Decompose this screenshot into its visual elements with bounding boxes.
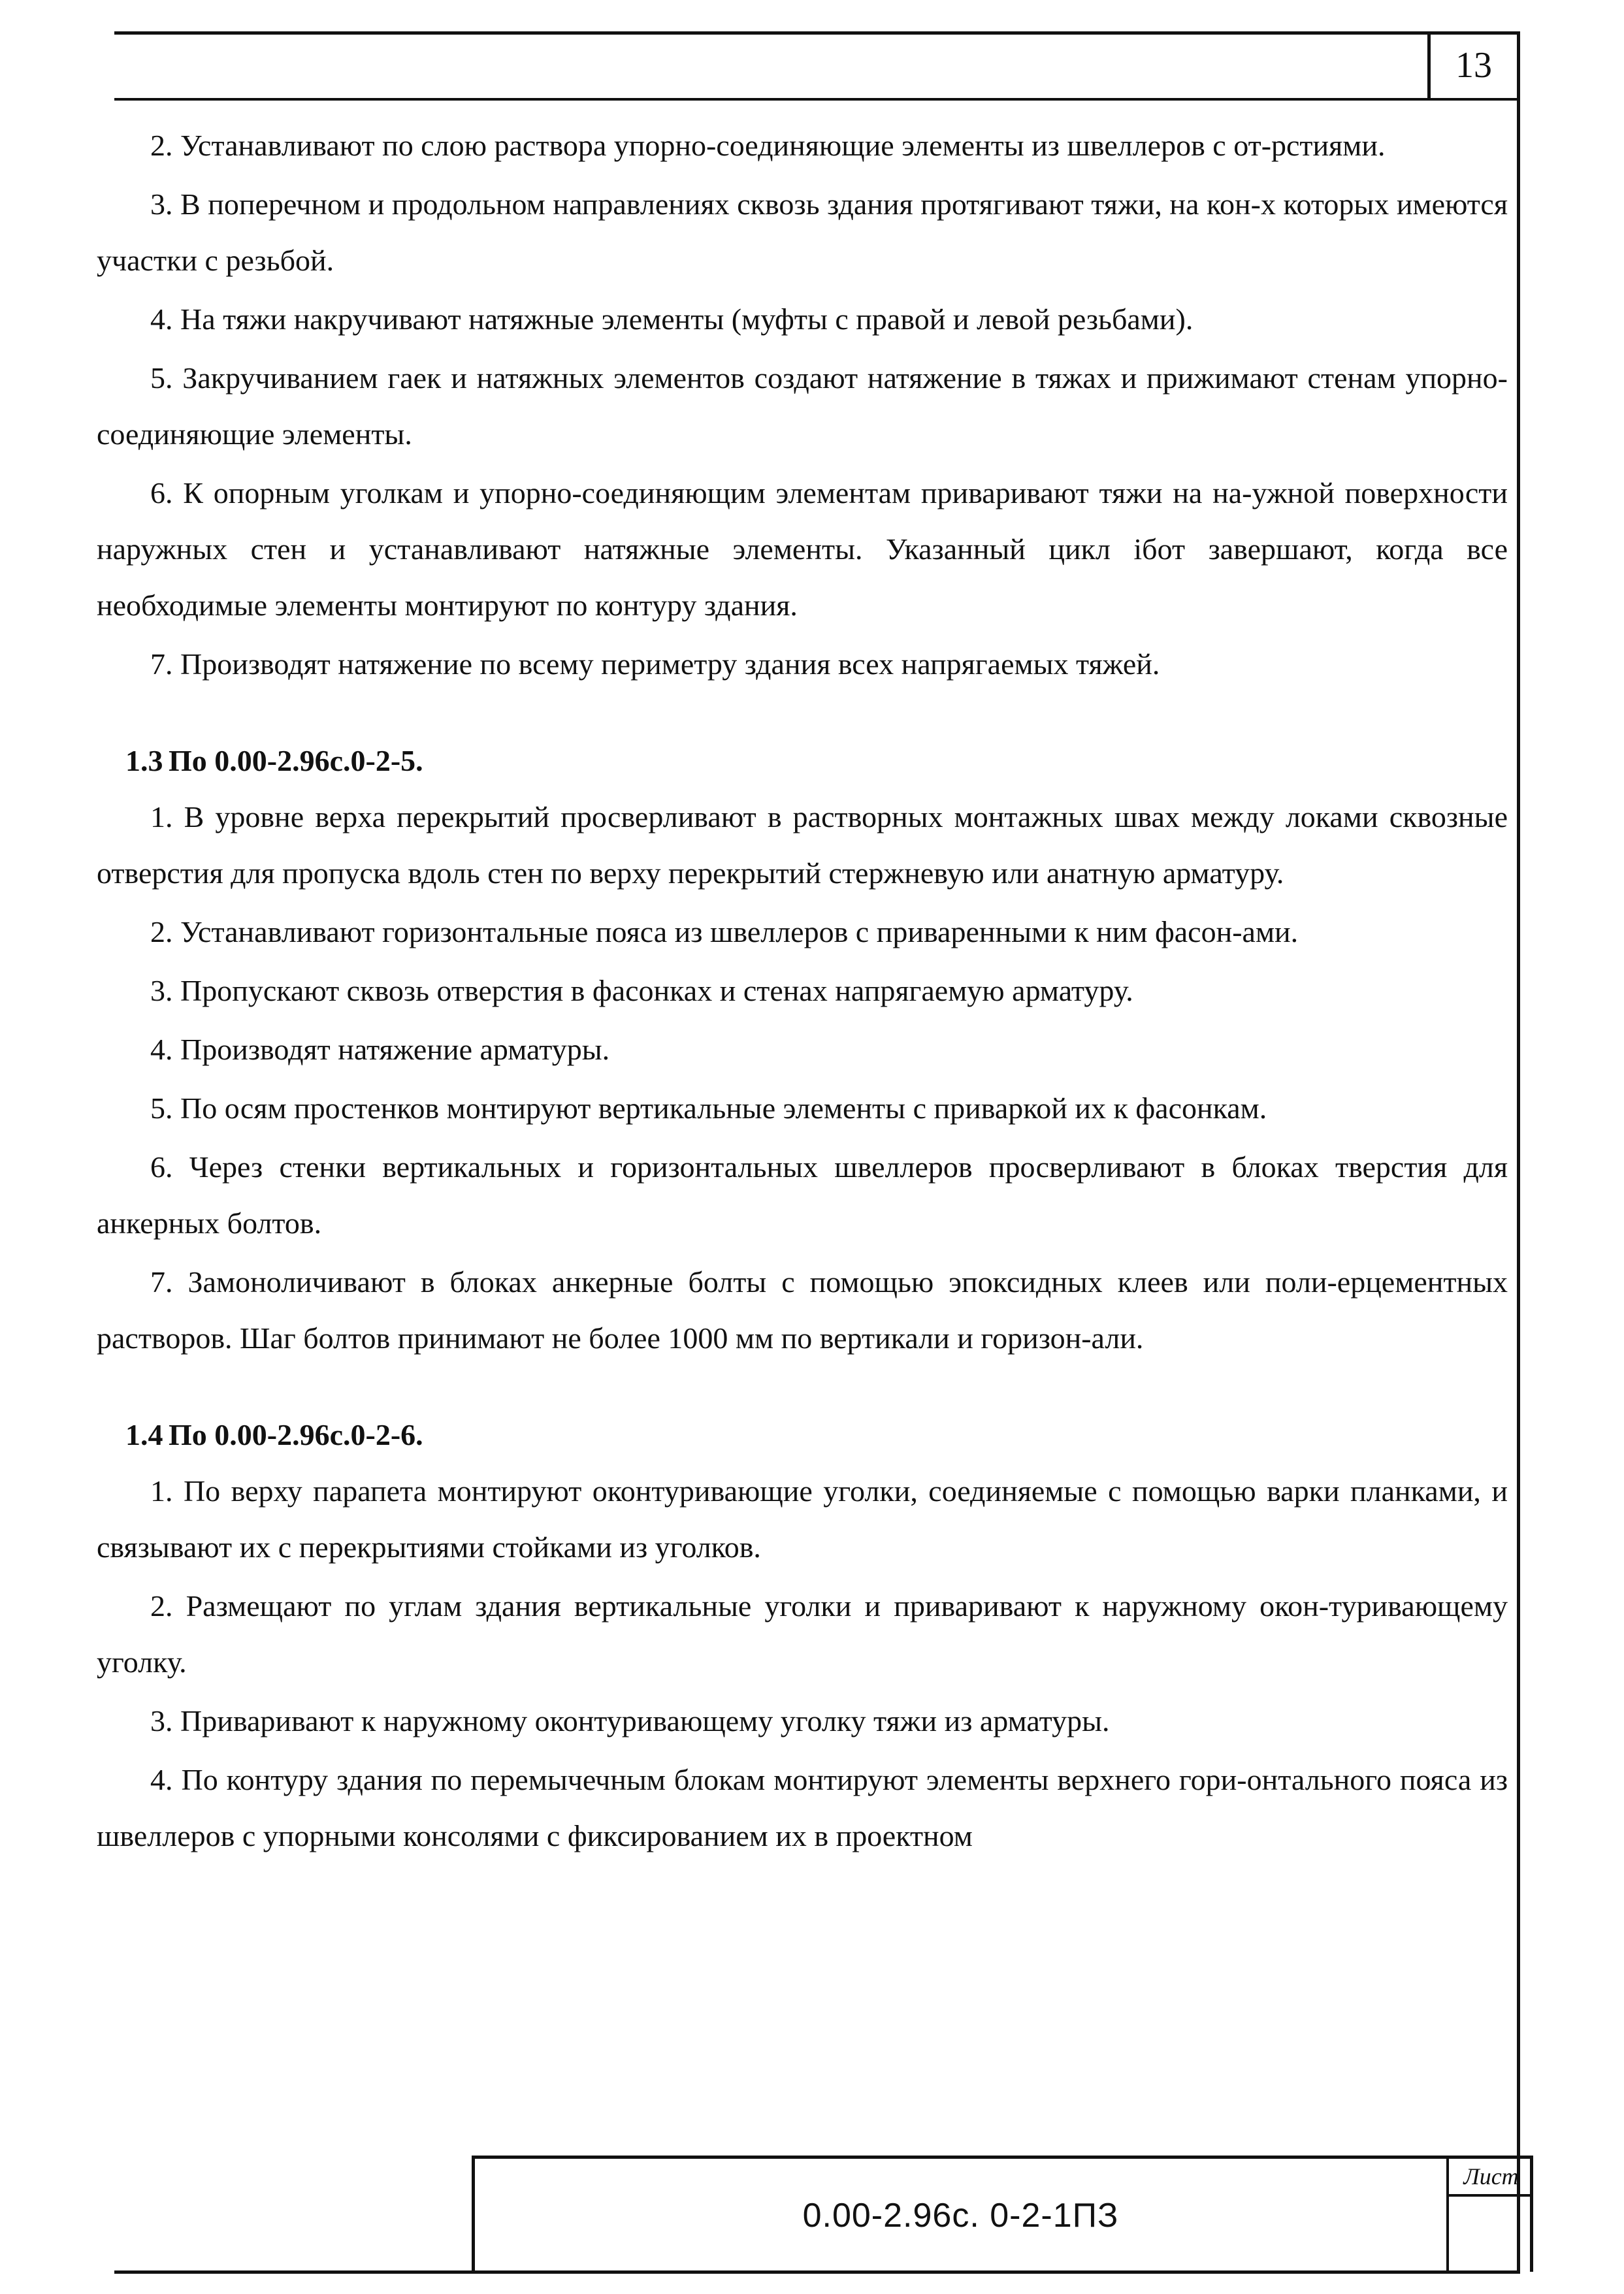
section-title: По 0.00-2.96с.0-2-5. [169,744,423,777]
section-number: 1.3 [125,744,163,777]
section-item: 1. По верху парапета монтируют оконтуривающие уголки, соединяемые с помощью варки планками, и связывают их с перекрытиями стойками из уголков. [97,1474,1508,1564]
intro-item: 4. На тяжи накручивают натяжные элементы (муфты с правой и левой резьбами). [150,302,1194,336]
intro-item: 6. К опорным уголкам и упорно-соединяющим элементам приваривают тяжи на на-ужной поверхности наружных стен и устанавливают натяжные элементы. Указанный цикл ібот завершают, когда все необходимые элементы монтируют по контуру здания. [97,476,1508,622]
section-item: 3. Пропускают сквозь отверстия в фасонках и стенах напрягаемую арматуру. [150,974,1133,1007]
intro-list [97,118,1508,692]
section-item: 2. Устанавливают горизонтальные пояса из швеллеров с приваренными к ним фасон-ами. [150,915,1299,948]
section-1-3 [97,733,1508,1366]
document-code: 0.00-2.96с. 0-2-1ПЗ [802,2196,1119,2235]
intro-item: 2. Устанавливают по слою раствора упорно-соединяющие элементы из швеллеров с от-рстиями. [150,129,1386,162]
intro-item: 3. В поперечном и продольном направлениях сквозь здания протягивают тяжи, на кон-х которых имеются участки с резьбой. [97,187,1508,277]
section-title: По 0.00-2.96с.0-2-6. [169,1418,423,1451]
section-heading [97,1407,1508,1463]
section-1-4 [97,1407,1508,1864]
section-heading [97,733,1508,789]
section-item: 3. Приваривают к наружному оконтуривающему уголку тяжи из арматуры. [150,1704,1110,1737]
header-rule [114,98,1520,101]
section-item: 4. По контуру здания по перемычечным блокам монтируют элементы верхнего гори-онтального пояса из швеллеров с упорными консолями с фиксированием их в проектном [97,1763,1508,1852]
intro-item: 5. Закручиванием гаек и натяжных элементов создают натяжение в тяжах и прижимают стенам упорно-соединяющие элементы. [97,361,1508,451]
frame-right-rule [1517,31,1520,2273]
title-block-stamp [472,2156,1533,2272]
intro-item: 7. Производят натяжение по всему периметру здания всех напрягаемых тяжей. [150,647,1160,681]
sheet-column [1446,2159,1533,2272]
section-item: 7. Замоноличивают в блоках анкерные болты с помощью эпоксидных клеев или поли-ерцементных растворов. Шаг болтов принимают не более 1000 мм по вертикали и горизон-али. [97,1265,1508,1355]
page-number [1427,31,1520,99]
section-item: 4. Производят натяжение арматуры. [150,1033,610,1066]
page-number-text: 13 [1455,45,1492,86]
section-item: 5. По осям простенков монтируют вертикальные элементы с приваркой их к фасонкам. [150,1091,1267,1125]
section-number: 1.4 [125,1418,163,1451]
section-item: 2. Размещают по углам здания вертикальные уголки и приваривают к наружному окон-туривающему уголку. [97,1589,1508,1679]
section-item: 6. Через стенки вертикальных и горизонтальных швеллеров просверливают в блоках тверстия для анкерных болтов. [97,1150,1508,1240]
frame-top-rule [114,31,1520,35]
sheet-label: Лист [1449,2159,1533,2197]
section-item: 1. В уровне верха перекрытий просверливают в растворных монтажных швах между локами сквозные отверстия для пропуска вдоль стен по верху перекрытий стержневую или анатную арматуру. [97,800,1508,890]
document-body [97,118,1508,1867]
